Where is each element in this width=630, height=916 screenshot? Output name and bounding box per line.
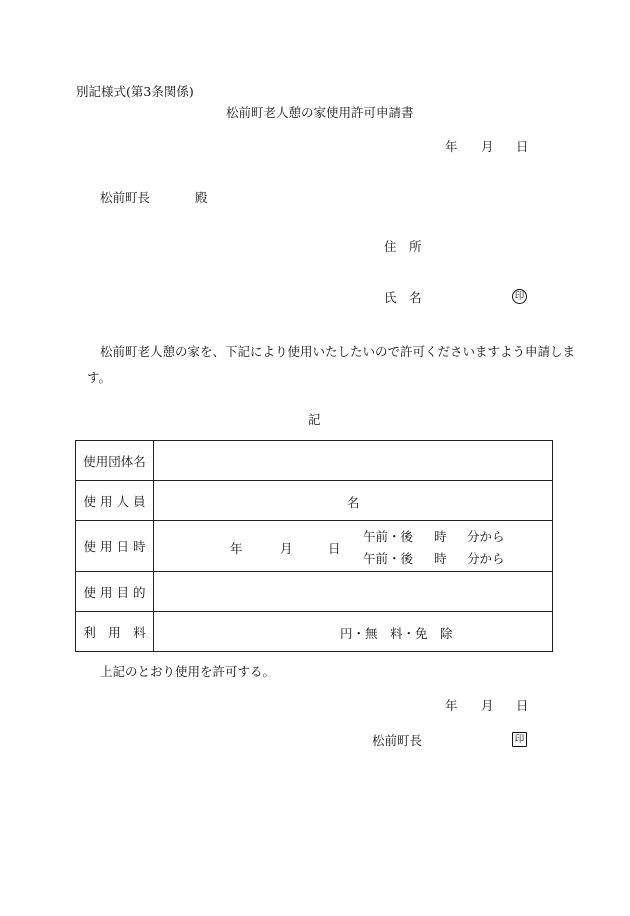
approval-date-month: 月 [481, 698, 494, 713]
purpose-field[interactable] [154, 572, 553, 612]
people-field[interactable] [154, 481, 553, 521]
people-label: 使 用 人 員 [76, 481, 154, 521]
org-field[interactable] [154, 441, 553, 481]
org-label: 使用団体名 [76, 441, 154, 481]
body-text-line1: 松前町老人憩の家を、下記により使用いたしたいので許可くださいますよう申請しま [100, 344, 576, 359]
seal-icon: 印 [512, 289, 527, 304]
time-ampm-1: 午前・後 [363, 529, 414, 544]
ki-heading: 記 [308, 412, 321, 427]
people-unit: 名 [347, 495, 360, 510]
time-hour-1: 時 [434, 529, 447, 544]
approval-date-day: 日 [516, 698, 529, 713]
name-label: 氏 名 [384, 290, 422, 305]
table-row [76, 441, 553, 481]
time-hour-2: 時 [434, 551, 447, 566]
form-reference: 別記様式(第3条関係) [76, 84, 194, 99]
purpose-label: 使 用 目 的 [76, 572, 154, 612]
approval-date-year: 年 [445, 698, 458, 713]
addressee-name: 松前町長 [100, 190, 151, 205]
table-row [76, 612, 553, 652]
approver-name: 松前町長 [372, 733, 423, 748]
date-year-label: 年 [445, 139, 458, 154]
fee-options: 円・無 料・免 除 [340, 626, 453, 641]
seal-icon: 印 [512, 732, 527, 747]
datetime-label: 使 用 日 時 [76, 521, 154, 572]
document-title: 松前町老人憩の家使用許可申請書 [226, 105, 414, 120]
addressee-honorific: 殿 [195, 190, 208, 205]
fee-label: 利 用 料 [76, 612, 154, 652]
table-row [76, 481, 553, 521]
approval-text: 上記のとおり使用を許可する。 [100, 664, 276, 679]
use-date-month: 月 [280, 541, 293, 556]
time-minute-2: 分から [467, 551, 505, 566]
use-date-year: 年 [230, 541, 243, 556]
approver-seal [512, 730, 527, 747]
table-row [76, 521, 553, 572]
datetime-field[interactable] [154, 521, 553, 572]
use-date-day: 日 [328, 541, 341, 556]
applicant-seal [512, 287, 527, 304]
table-row [76, 572, 553, 612]
date-month-label: 月 [481, 139, 494, 154]
application-table [75, 440, 553, 652]
fee-field[interactable] [154, 612, 553, 652]
time-ampm-2: 午前・後 [363, 551, 414, 566]
body-text-line2: す。 [87, 370, 112, 385]
date-day-label: 日 [516, 139, 529, 154]
address-label: 住 所 [384, 239, 422, 254]
time-minute-1: 分から [467, 529, 505, 544]
